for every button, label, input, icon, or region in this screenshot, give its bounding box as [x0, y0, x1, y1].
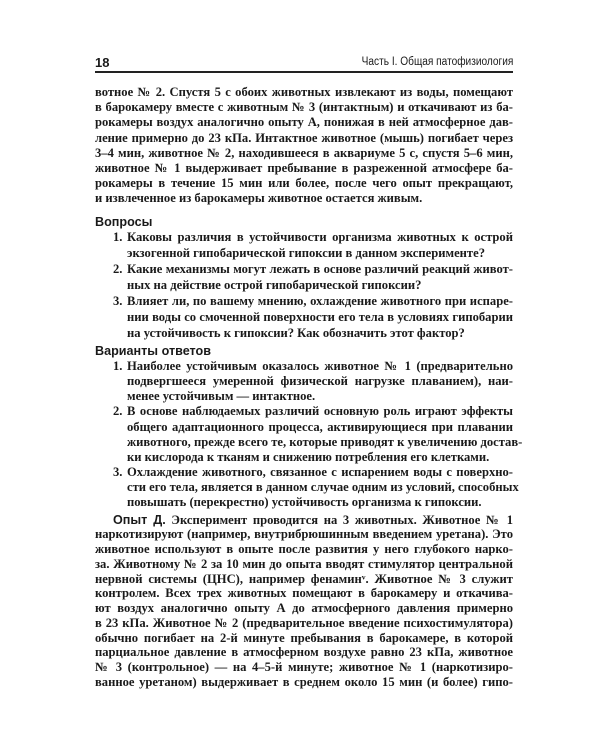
question-item [95, 261, 513, 293]
item-number: 2. [113, 404, 123, 419]
text-line: 3–4 мин, животное № 2, находившееся в аквариуме 5 с, спустя 5–6 мин, [95, 145, 513, 160]
item-number: 1. [113, 359, 123, 373]
item-number: 1. [113, 230, 123, 244]
intro-paragraph [95, 85, 513, 207]
text-line: Охлаждение животного, связанное с испарением воды с поверхно- [127, 464, 513, 479]
text-line: нии воды со смоченной поверхности его тела в условиях гипобарии [127, 310, 513, 324]
text-line: за. Животному № 2 за 10 мин до опыта вводят стимулятор центральной [95, 556, 513, 571]
text-line: № 3 (контрольное) — на 4–5-й минуте; животное № 1 (наркотизиро- [95, 660, 513, 674]
text-line: животное используют в опыте после развития у него глубокого нарко- [95, 542, 513, 556]
text-span: Эксперимент проводится на 3 животных. Животное № 1 [171, 512, 514, 527]
experiment-d-paragraph [95, 513, 513, 690]
page-number: 18 [95, 55, 110, 70]
text-line: обычно погибает на 2-й минуте пребывания в барокамере, в которой [95, 630, 513, 645]
item-number: 3. [113, 294, 123, 308]
text-line: животного, прежде всего те, которые приводят к увеличению достав- [127, 434, 523, 449]
text-line: В основе наблюдаемых различий основную роль играют эффекты [127, 404, 513, 419]
running-header [95, 55, 513, 71]
answers-list [95, 359, 523, 510]
text-line: ют воздух аналогично опыту А до атмосферного давления примерно [95, 601, 513, 615]
experiment-d-lead: Опыт Д. [113, 512, 166, 527]
text-line: в барокамеру вместе с животным № 3 (интактным) и откачивают из ба- [95, 100, 513, 115]
text-line: рокамеры в течение 15 мин или более, после чего опыт прекращают, [95, 176, 513, 191]
question-item [95, 293, 513, 341]
text-line: Каковы различия в устойчивости организма животных к острой [127, 230, 513, 244]
text-line: в 23 кПа. Животное № 2 (предварительное введение психостимулятора) [95, 615, 513, 630]
text-line: ных на действие острой гипобарической гипоксии? [127, 278, 422, 292]
text-line [95, 513, 513, 528]
text-line: ванное уретаном) выдерживает в среднем около 15 мин (и более) гипо- [95, 674, 513, 689]
header-rule [95, 71, 513, 73]
text-line: рокамеры воздух аналогично опыту А, понижая в ней атмосферное дав- [95, 115, 513, 130]
text-line: сти его тела, является в данном случае одним из условий, способных [127, 480, 519, 495]
answer-item [95, 404, 523, 465]
text-line: нервной системы (ЦНС), например фенаминᵛ. Животное № 3 служит [95, 571, 513, 586]
text-line: подвергшееся умеренной физической нагрузке плаванием), наи- [127, 374, 513, 389]
answers-heading: Варианты ответов [95, 344, 211, 358]
text-line: Какие механизмы могут лежать в основе различий реакций живот- [127, 262, 513, 276]
text-line: ки кислорода к тканям и снижению потребления его клетками. [127, 449, 490, 464]
text-line: животное № 1 выдерживает пребывание в разреженной атмосфере ба- [95, 160, 513, 175]
item-number: 2. [113, 262, 123, 276]
text-line: парциальное давление в атмосферном воздухе равно 23 кПа, животное [95, 645, 513, 660]
text-line: экзогенной гипобарической гипоксии в данном эксперименте? [127, 246, 485, 260]
text-line: наркотизируют (например, внутрибрюшинным введением уретана). Это [95, 527, 513, 542]
text-line: вотное № 2. Спустя 5 с обоих животных извлекают из воды, помещают [95, 85, 513, 99]
questions-heading: Вопросы [95, 215, 153, 229]
text-line: контролем. Всех трех животных помещают в барокамеру и откачива- [95, 586, 513, 601]
text-line: повышать (перекрестно) устойчивость организма к гипоксии. [127, 495, 482, 510]
text-line: и извлеченное из барокамеры животное остается живым. [95, 191, 423, 206]
text-line: общего адаптационного процесса, активирующиеся при плавании [127, 419, 513, 434]
answer-item [95, 464, 519, 510]
text-line: на устойчивость к гипоксии? Как обозначить этот фактор? [127, 326, 465, 340]
text-line: менее устойчивым — интактное. [127, 389, 316, 404]
text-line: Влияет ли, по вашему мнению, охлаждение животного при испаре- [127, 294, 513, 308]
item-number: 3. [113, 464, 123, 479]
questions-list [95, 229, 513, 341]
question-item [95, 229, 513, 261]
text-line: Наиболее устойчивым оказалось животное № 1 (предварительно [127, 359, 513, 373]
running-title: Часть I. Общая патофизиология [361, 56, 513, 68]
text-line: ление примерно до 23 кПа. Интактное животное (мышь) погибает через [95, 130, 513, 145]
answer-item [95, 359, 513, 404]
